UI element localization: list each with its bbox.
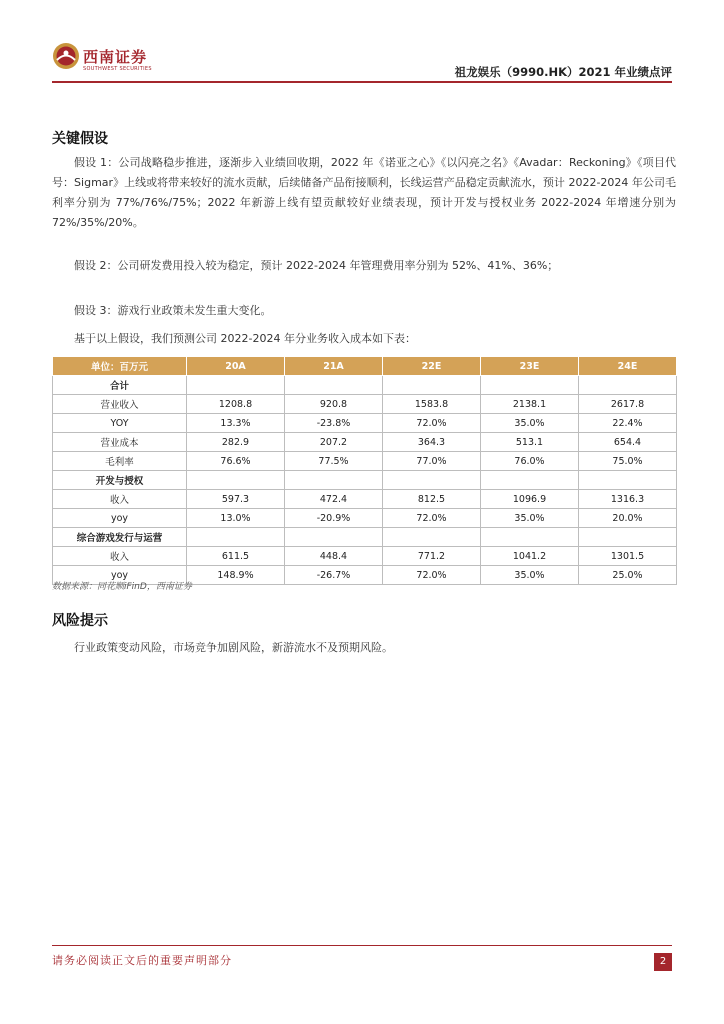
- value-cell: [285, 528, 383, 547]
- value-cell: 72.0%: [383, 566, 481, 585]
- value-cell: 771.2: [383, 547, 481, 566]
- value-cell: [481, 471, 579, 490]
- value-cell: 1583.8: [383, 395, 481, 414]
- header-divider: [52, 81, 672, 83]
- value-cell: 77.0%: [383, 452, 481, 471]
- assumptions-heading: 关键假设: [52, 131, 108, 147]
- value-cell: 920.8: [285, 395, 383, 414]
- value-cell: 20.0%: [579, 509, 677, 528]
- year-header-cell: 23E: [481, 357, 579, 376]
- table-row: [53, 452, 677, 471]
- year-header-cell: 24E: [579, 357, 677, 376]
- footer-divider: [52, 945, 672, 946]
- table-group-row: [53, 528, 677, 547]
- row-label-cell: 收入: [53, 547, 187, 566]
- value-cell: 35.0%: [481, 414, 579, 433]
- logo-text-en: SOUTHWEST SECURITIES: [83, 66, 152, 72]
- unit-header-cell: 单位：百万元: [53, 357, 187, 376]
- table-group-row: [53, 376, 677, 395]
- row-label-cell: 营业成本: [53, 433, 187, 452]
- value-cell: 472.4: [285, 490, 383, 509]
- value-cell: [285, 471, 383, 490]
- value-cell: 1301.5: [579, 547, 677, 566]
- value-cell: [383, 471, 481, 490]
- table-row: [53, 414, 677, 433]
- value-cell: 654.4: [579, 433, 677, 452]
- value-cell: 812.5: [383, 490, 481, 509]
- assumption-3-paragraph: 假设 3：游戏行业政策未发生重大变化。: [74, 304, 272, 317]
- value-cell: 1041.2: [481, 547, 579, 566]
- value-cell: 75.0%: [579, 452, 677, 471]
- table-group-row: [53, 471, 677, 490]
- value-cell: [187, 471, 285, 490]
- row-label-cell: YOY: [53, 414, 187, 433]
- company-logo: [52, 42, 172, 76]
- value-cell: 207.2: [285, 433, 383, 452]
- logo-emblem-icon: [52, 42, 80, 70]
- report-title: 祖龙娱乐（9990.HK）2021 年业绩点评: [454, 65, 672, 79]
- row-label-cell: 毛利率: [53, 452, 187, 471]
- value-cell: 513.1: [481, 433, 579, 452]
- value-cell: [187, 376, 285, 395]
- value-cell: 22.4%: [579, 414, 677, 433]
- year-header-cell: 21A: [285, 357, 383, 376]
- table-body: [53, 376, 677, 585]
- table-row: [53, 509, 677, 528]
- value-cell: 1208.8: [187, 395, 285, 414]
- value-cell: 611.5: [187, 547, 285, 566]
- data-source-note: 数据来源：同花顺iFinD，西南证券: [52, 582, 192, 592]
- risk-paragraph: 行业政策变动风险，市场竞争加剧风险，新游流水不及预期风险。: [74, 641, 393, 654]
- page-number: 2: [654, 953, 672, 971]
- footer-disclaimer: 请务必阅读正文后的重要声明部分: [52, 954, 232, 967]
- row-label-cell: 合计: [53, 376, 187, 395]
- value-cell: [579, 471, 677, 490]
- table-intro-paragraph: 基于以上假设，我们预测公司 2022-2024 年分业务收入成本如下表：: [74, 332, 416, 345]
- value-cell: 77.5%: [285, 452, 383, 471]
- value-cell: 72.0%: [383, 414, 481, 433]
- value-cell: 2617.8: [579, 395, 677, 414]
- value-cell: [579, 528, 677, 547]
- table-row: [53, 433, 677, 452]
- value-cell: [187, 528, 285, 547]
- value-cell: 35.0%: [481, 509, 579, 528]
- year-header-cell: 20A: [187, 357, 285, 376]
- row-label-cell: 综合游戏发行与运营: [53, 528, 187, 547]
- value-cell: 76.6%: [187, 452, 285, 471]
- value-cell: [383, 528, 481, 547]
- value-cell: 72.0%: [383, 509, 481, 528]
- table-row: [53, 395, 677, 414]
- value-cell: 1316.3: [579, 490, 677, 509]
- value-cell: [383, 376, 481, 395]
- row-label-cell: 营业收入: [53, 395, 187, 414]
- risk-heading: 风险提示: [52, 613, 108, 629]
- row-label-cell: 开发与授权: [53, 471, 187, 490]
- value-cell: -20.9%: [285, 509, 383, 528]
- value-cell: 2138.1: [481, 395, 579, 414]
- row-label-cell: 收入: [53, 490, 187, 509]
- value-cell: 25.0%: [579, 566, 677, 585]
- value-cell: [579, 376, 677, 395]
- value-cell: [481, 528, 579, 547]
- value-cell: 1096.9: [481, 490, 579, 509]
- year-header-cell: 22E: [383, 357, 481, 376]
- value-cell: [481, 376, 579, 395]
- logo-text-cn: 西南证券: [83, 48, 148, 66]
- value-cell: 282.9: [187, 433, 285, 452]
- table-row: [53, 547, 677, 566]
- table-header-row: [53, 357, 677, 376]
- value-cell: 364.3: [383, 433, 481, 452]
- row-label-cell: yoy: [53, 566, 187, 585]
- value-cell: -26.7%: [285, 566, 383, 585]
- value-cell: [285, 376, 383, 395]
- value-cell: 76.0%: [481, 452, 579, 471]
- value-cell: 597.3: [187, 490, 285, 509]
- value-cell: -23.8%: [285, 414, 383, 433]
- value-cell: 35.0%: [481, 566, 579, 585]
- assumption-2-paragraph: 假设 2：公司研发费用投入较为稳定，预计 2022-2024 年管理费用率分别为 52%、41%、36%；: [74, 259, 559, 272]
- row-label-cell: yoy: [53, 509, 187, 528]
- value-cell: 13.0%: [187, 509, 285, 528]
- table-row: [53, 490, 677, 509]
- assumption-1-paragraph: 假设 1：公司战略稳步推进，逐渐步入业绩回收期，2022 年《诺亚之心》《以闪亮之名》《Avadar：Reckoning》《项目代号：Sigmar》上线或将带来较好的流水贡献，后续储备产品衔接顺利，长线运营产品稳定贡献流水，预计 2022-2024 年公司毛利率分别为 77%/76%/75%；2022 年新游上线有望贡献较好业绩表现，预计开发与授权业务 2022-2024 年增速分别为 72%/35%/20%。: [52, 156, 676, 229]
- value-cell: 448.4: [285, 547, 383, 566]
- value-cell: 148.9%: [187, 566, 285, 585]
- value-cell: 13.3%: [187, 414, 285, 433]
- forecast-table: [52, 356, 677, 585]
